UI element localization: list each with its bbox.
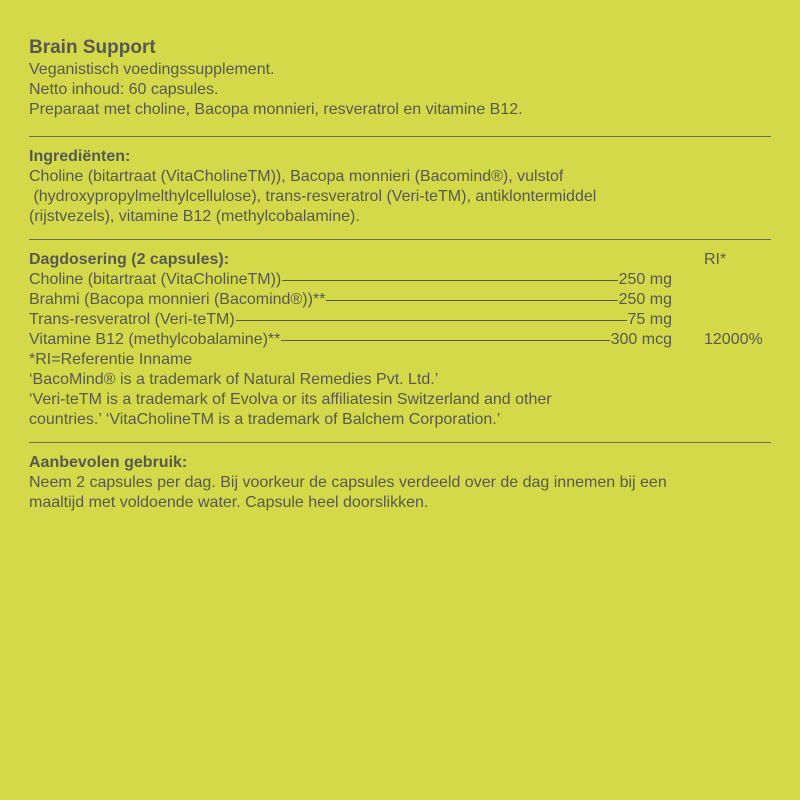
dosage-ingredient: Vitamine B12 (methylcobalamine)** (29, 331, 281, 348)
ingredients-heading: Ingrediënten: (29, 148, 131, 165)
dosage-ingredient: Brahmi (Bacopa monnieri (Bacomind®))** (29, 291, 326, 308)
dosage-ingredient: Trans-resveratrol (Veri-teTM) (29, 311, 235, 328)
dosage-amount: 75 mg (627, 311, 672, 328)
header-line: Veganistisch voedingssupplement. (29, 61, 275, 78)
leader-line (326, 300, 617, 301)
dosage-amount: 250 mg (618, 271, 672, 288)
divider (29, 136, 771, 137)
usage-section (29, 453, 771, 513)
dosage-section (29, 250, 771, 430)
dosage-ingredient: Choline (bitartraat (VitaCholineTM)) (29, 271, 282, 288)
dosage-heading: Dagdosering (2 capsules): (29, 251, 230, 268)
header-section (29, 36, 771, 120)
ri-heading: RI* (704, 251, 727, 268)
dosage-row (29, 310, 771, 330)
dosage-row (29, 330, 771, 350)
label-page (29, 36, 771, 513)
leader-line (236, 320, 627, 321)
leader-line (281, 340, 609, 341)
leader-line (282, 280, 617, 281)
usage-line: maaltijd met voldoende water. Capsule heel doorslikken. (29, 494, 429, 511)
header-line: Netto inhoud: 60 capsules. (29, 81, 219, 98)
ingredients-line: Choline (bitartraat (VitaCholineTM)), Bacopa monnieri (Bacomind®), vulstof (29, 168, 564, 185)
divider (29, 239, 771, 240)
dosage-note: ‘BacoMind® is a trademark of Natural Remedies Pvt. Ltd.’ (29, 371, 439, 388)
header-line: Preparaat met choline, Bacopa monnieri, resveratrol en vitamine B12. (29, 101, 523, 118)
dosage-amount: 250 mg (618, 291, 672, 308)
usage-heading: Aanbevolen gebruik: (29, 454, 188, 471)
dosage-amount: 300 mcg (610, 331, 672, 348)
dosage-row (29, 270, 771, 290)
product-title: Brain Support (29, 37, 156, 58)
dosage-note: countries.’ ‘VitaCholineTM is a trademark of Balchem Corporation.’ (29, 411, 501, 428)
dosage-row (29, 290, 771, 310)
ingredients-line: (hydroxypropylmelthylcellulose), trans-resveratrol (Veri-teTM), antiklontermiddel (29, 188, 597, 205)
usage-line: Neem 2 capsules per dag. Bij voorkeur de capsules verdeeld over de dag innemen bij een (29, 474, 667, 491)
dosage-note: *RI=Referentie Inname (29, 351, 193, 368)
ingredients-section (29, 147, 771, 227)
divider (29, 442, 771, 443)
ingredients-line: (rijstvezels), vitamine B12 (methylcobalamine). (29, 208, 360, 225)
dosage-note: ‘Veri-teTM is a trademark of Evolva or its affiliatesin Switzerland and other (29, 391, 552, 408)
dosage-ri: 12000% (704, 331, 763, 348)
